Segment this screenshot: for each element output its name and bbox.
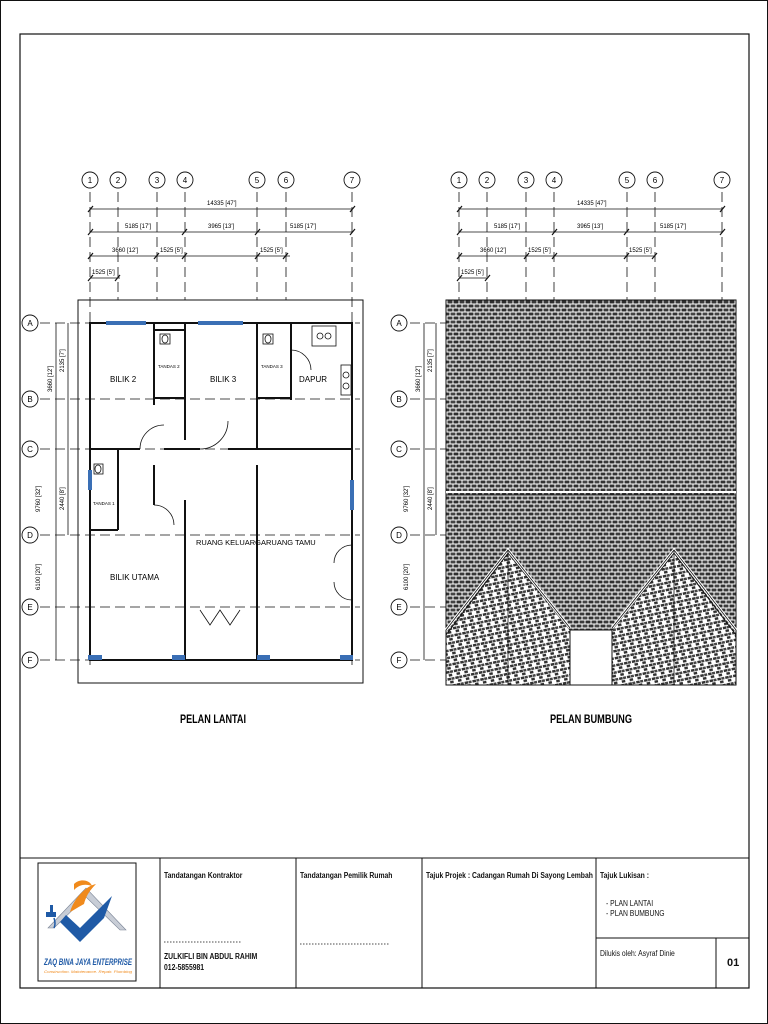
project-title: Tajuk Projek : Cadangan Rumah Di Sayong Lembah	[426, 871, 593, 880]
room-ruang-tamu: RUANG TAMU	[266, 538, 316, 547]
floor-plan-title: PELAN LANTAI	[180, 714, 246, 726]
roof-dim-1525-a: 1525 [5']	[528, 248, 551, 254]
roof-dim-v-9760: 9760 [32']	[404, 485, 410, 512]
floor-grid-col-6-label: 6	[283, 176, 289, 185]
floor-grid-row-E-label: E	[27, 603, 33, 612]
roof-dim-v-2440: 2440 [8']	[428, 487, 434, 510]
floor-grid-col-1-label: 1	[87, 176, 93, 185]
floor-grid-row-B-label: B	[27, 395, 33, 404]
roof-dim-v-6100: 6100 [20']	[404, 563, 410, 590]
roof-dim-sub-left: 3660 [12']	[480, 248, 507, 254]
roof-grid-col-4-label: 4	[551, 176, 557, 185]
roof-grid-col-1-label: 1	[456, 176, 462, 185]
roof-grid-row-C-label: C	[396, 445, 402, 454]
dim-bay-3: 5185 [17']	[290, 224, 317, 230]
room-tandas-2: TANDAS 2	[158, 364, 180, 369]
dim-v-2135: 2135 [7']	[60, 349, 66, 372]
drawing-title-label: Tajuk Lukisan :	[600, 871, 649, 880]
roof-grid-col-6-label: 6	[652, 176, 658, 185]
room-bilik-2: BILIK 2	[110, 375, 137, 384]
dim-bay-2: 3965 [13']	[208, 224, 235, 230]
roof-grid-row-A-label: A	[396, 319, 402, 328]
dim-overall: 14335 [47']	[207, 201, 237, 207]
floor-grid-row-C-label: C	[27, 445, 33, 454]
roof-plan	[404, 192, 736, 685]
floor-grid-col-7-label: 7	[349, 176, 355, 185]
roof-porch-gap	[570, 630, 612, 685]
dim-1525-b: 1525 [5']	[260, 248, 283, 254]
sheet-number: 01	[727, 957, 740, 969]
room-bilik-utama: BILIK UTAMA	[110, 573, 160, 582]
drawing-item-1: - PLAN LANTAI	[606, 899, 654, 908]
company-name: ZAQ BINA JAYA ENTERPRISE	[43, 957, 133, 967]
dim-v-2440: 2440 [8']	[60, 487, 66, 510]
floor-plan-dimensions	[88, 206, 355, 281]
roof-grid-col-5-label: 5	[624, 176, 630, 185]
contractor-name: ZULKIFLI BIN ABDUL RAHIM	[164, 952, 258, 961]
roof-grid-row-E-label: E	[396, 603, 402, 612]
floor-grid-col-2-label: 2	[115, 176, 121, 185]
roof-dim-overall: 14335 [47']	[577, 201, 607, 207]
dim-1525-a: 1525 [5']	[160, 248, 183, 254]
room-ruang-keluarga: RUANG KELUARGA	[196, 538, 267, 547]
roof-grid-col-3-label: 3	[523, 176, 529, 185]
drawn-by: Dilukis oleh: Asyraf Dinie	[600, 949, 675, 958]
roof-grid-col-2-label: 2	[484, 176, 490, 185]
owner-signature-label: Tandatangan Pemilik Rumah	[300, 871, 393, 880]
roof-grid-row-D-label: D	[396, 531, 402, 540]
floor-plan-grid-lines	[40, 192, 360, 665]
room-tandas-1: TANDAS 1	[93, 501, 115, 506]
dim-sub-left: 3660 [12']	[112, 248, 139, 254]
company-logo	[43, 880, 133, 974]
roof-dim-bay-3: 5185 [17']	[660, 224, 687, 230]
dim-bay-1: 5185 [17']	[125, 224, 152, 230]
room-dapur: DAPUR	[299, 375, 328, 384]
floor-plan	[36, 192, 363, 683]
room-tandas-3: TANDAS 3	[261, 364, 283, 369]
roof-dim-v-3660: 3660 [12']	[416, 365, 422, 392]
roof-grid-row-B-label: B	[396, 395, 402, 404]
floor-grid-row-F-label: F	[27, 656, 33, 665]
dim-v-6100: 6100 [20']	[36, 563, 42, 590]
company-tagline: Construction. Maintenance. Repair. Plumbing	[44, 969, 133, 974]
floor-grid-row-A-label: A	[27, 319, 33, 328]
drawing-item-2: - PLAN BUMBUNG	[606, 909, 665, 918]
roof-plan-title: PELAN BUMBUNG	[550, 714, 633, 726]
roof-dim-bay-1: 5185 [17']	[494, 224, 521, 230]
roof-dim-bay-2: 3965 [13']	[577, 224, 604, 230]
roof-grid-row-F-label: F	[396, 656, 402, 665]
roof-dim-v-2135: 2135 [7']	[428, 349, 434, 372]
roof-dim-1525-c: 1525 [5']	[461, 270, 484, 276]
dim-v-9760: 9760 [32']	[36, 485, 42, 512]
roof-dim-1525-b: 1525 [5']	[629, 248, 652, 254]
floor-grid-col-3-label: 3	[154, 176, 160, 185]
contractor-phone: 012-5855981	[164, 963, 205, 972]
floor-grid-row-D-label: D	[27, 531, 33, 540]
contractor-signature-label: Tandatangan Kontraktor	[164, 871, 243, 880]
floor-grid-col-4-label: 4	[182, 176, 188, 185]
dim-1525-c: 1525 [5']	[92, 270, 115, 276]
floor-grid-col-5-label: 5	[254, 176, 260, 185]
room-bilik-3: BILIK 3	[210, 375, 237, 384]
dim-v-3660: 3660 [12']	[48, 365, 54, 392]
roof-grid-col-7-label: 7	[719, 176, 725, 185]
